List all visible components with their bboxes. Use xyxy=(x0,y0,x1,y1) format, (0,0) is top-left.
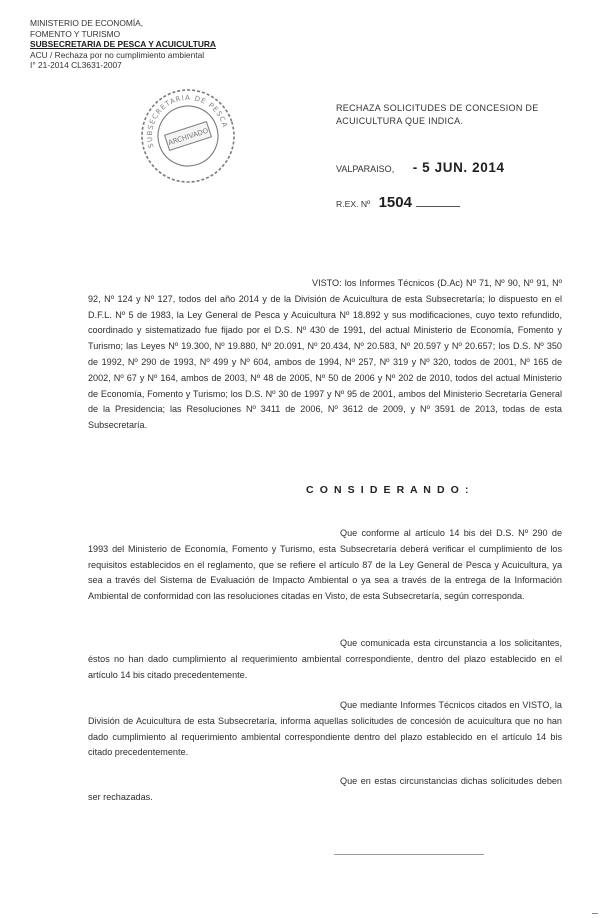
considerando-paragraph-4: Que en estas circunstancias dichas solicitudes deben ser rechazadas. xyxy=(88,776,562,802)
visto-paragraph: VISTO: los Informes Técnicos (D.Ac) Nº 71, Nº 90, Nº 91, Nº 92, Nº 124 y Nº 127, todos del año 2014 y de la División de Acuicultura de esta Subsecretaría; lo dispuesto en el D.F.L. Nº 5 de 1983, la Ley General de Pesca y Acuicultura Nº 18.892 y sus modificaciones, cuyo texto refundido, coordinado y sistematizado fue fijado por el D.S. Nº 430 de 1991, del actual Ministerio de Economía, Fomento y Turismo; las Leyes Nº 19.300, Nº 19.880, Nº 20.091, Nº 20.434, Nº 20.583, Nº 20.597 y Nº 20.657; los D.S. Nº 350 de 1992, Nº 290 de 1993, Nº 499 y Nº 604, ambos de 1994, Nº 257, Nº 319 y Nº 320, todos de 2001, Nº 165 de 2002, Nº 67 y Nº 164, ambos de 2003, Nº 48 de 2005, Nº 50 de 2006 y Nº 202 de 2010, todos del actual Ministerio de Economía, Fomento y Turismo; los D.S. Nº 30 de 1997 y Nº 95 de 2001, ambos del Ministerio Secretaría General de la Presidencia; las Resoluciones Nº 3411 de 2006, Nº 3612 de 2009, y Nº 3591 de 2013, todas de esta Subsecretaría. xyxy=(88,278,562,431)
resolution-number xyxy=(336,194,460,211)
header-line-ministry-2: FOMENTO Y TURISMO xyxy=(30,28,121,39)
resolution-number-value: 1504 xyxy=(378,194,412,211)
header-line-subsecretaria: SUBSECRETARIA DE PESCA Y ACUICULTURA xyxy=(30,39,216,50)
resolution-subject: RECHAZA SOLICITUDES DE CONCESION DE ACUICULTURA QUE INDICA. xyxy=(336,103,539,126)
closing-rule xyxy=(334,854,484,855)
header-line-reference: ACU / Rechaza por no cumplimiento ambiental xyxy=(30,49,205,60)
date-stamp-value: - 5 JUN. 2014 xyxy=(412,160,505,175)
considerando-paragraph-2: Que comunicada esta circunstancia a los solicitantes, éstos no han dado cumplimiento al requerimiento ambiental correspondiente, dentro del plazo establecido en el artículo 14 bis citado precedentemente. xyxy=(88,638,562,680)
resolution-underline xyxy=(416,206,460,207)
header-line-file-number: I° 21-2014 CL3631-2007 xyxy=(30,60,122,71)
place-date xyxy=(336,160,505,175)
header-line-ministry: MINISTERIO DE ECONOMÍA, xyxy=(30,18,144,28)
stamp-center-text: ARCHIVADO xyxy=(167,126,210,148)
official-seal-stamp xyxy=(138,86,238,186)
considerando-paragraph-1: Que conforme al artículo 14 bis del D.S. Nº 290 de 1993 del Ministerio de Economía, Fomento y Turismo, esta Subsecretaría deberá verificar el cumplimiento de los requisitos establecidos en el reglamento, que se refiere el artículo 87 de la Ley General de Pesca y Acuicultura, ya sea a través del Sistema de Evaluación de Impacto Ambiental o ya sea a través de la entrega de la Información Ambiental de conformidad con las resoluciones citadas en Visto, de esta Subsecretaría, según corresponda. xyxy=(88,528,562,602)
date-label: VALPARAISO, xyxy=(336,164,395,174)
ministry-header xyxy=(30,18,260,71)
resolution-label: R.EX. Nº xyxy=(336,199,371,209)
considerando-paragraph-3: Que mediante Informes Técnicos citados en VISTO, la División de Acuicultura de esta Subsecretaría, informa aquellas solicitudes de concesión de acuicultura que no han dado cumplimiento al requerimiento ambiental correspondiente dentro del plazo establecido en el artículo 14 bis citado precedentemente. xyxy=(88,700,562,758)
page-corner-mark xyxy=(592,907,598,914)
stamp-ring-text: SUBSECRETARIA DE PESCA xyxy=(145,93,230,149)
considerando-heading: C O N S I D E R A N D O : xyxy=(306,484,471,496)
